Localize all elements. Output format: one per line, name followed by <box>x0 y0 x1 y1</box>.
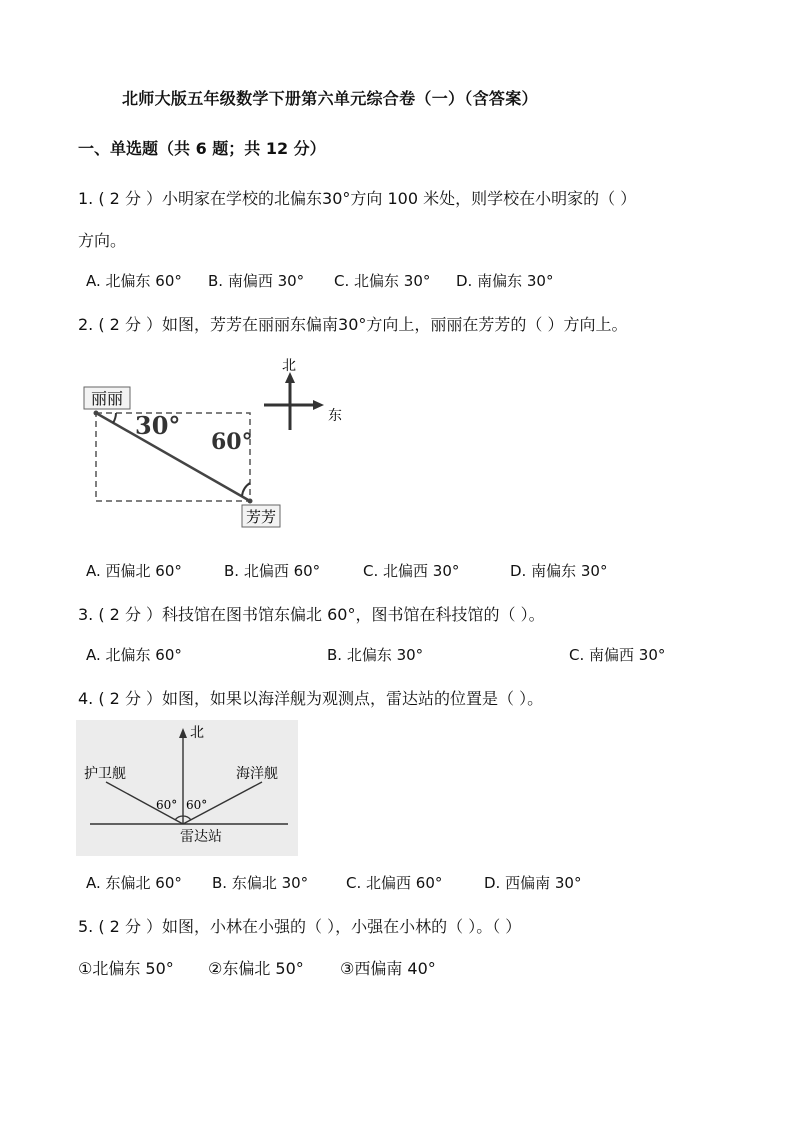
question-4-option-c[interactable]: C. 北偏西 60° <box>346 874 443 892</box>
question-5-text: 5. ( 2 分 ）如图，小林在小强的（ ），小强在小林的（ ）。（ ） <box>78 917 522 936</box>
right-angle-label: 60° <box>186 798 208 812</box>
question-5-choice-1[interactable]: ①北偏东 50° <box>78 959 174 978</box>
question-5-choice-2[interactable]: ②东偏北 50° <box>208 959 304 978</box>
question-3-option-c[interactable]: C. 南偏西 30° <box>569 646 666 664</box>
question-1-text: 1. ( 2 分 ）小明家在学校的北偏东30°方向 100 米处，则学校在小明家的（ ） <box>78 189 637 208</box>
question-2-option-b[interactable]: B. 北偏西 60° <box>224 562 321 580</box>
question-5-choice-3[interactable]: ③西偏南 40° <box>340 959 436 978</box>
question-2-option-c[interactable]: C. 北偏西 30° <box>363 562 460 580</box>
question-1-text-cont: 方向。 <box>78 231 127 250</box>
question-2-option-a[interactable]: A. 西偏北 60° <box>86 562 182 580</box>
question-4-text: 4. ( 2 分 ）如图，如果以海洋舰为观测点，雷达站的位置是（ ）。 <box>78 689 544 708</box>
question-2-option-d[interactable]: D. 南偏东 30° <box>510 562 608 580</box>
question-4-option-a[interactable]: A. 东偏北 60° <box>86 874 182 892</box>
question-3-text: 3. ( 2 分 ）科技馆在图书馆东偏北 60°，图书馆在科技馆的（ ）。 <box>78 605 545 624</box>
angle-arc-b <box>242 483 250 496</box>
left-angle-label: 60° <box>156 798 178 812</box>
compass-north-label: 北 <box>282 358 296 374</box>
question-3-option-a[interactable]: A. 北偏东 60° <box>86 646 182 664</box>
question-2-figure <box>78 350 368 535</box>
north-label: 北 <box>190 725 204 741</box>
angle-label-a: 30° <box>135 411 181 440</box>
question-1-option-b[interactable]: B. 南偏西 30° <box>208 272 305 290</box>
center-label: 雷达站 <box>180 829 222 845</box>
left-label: 护卫舰 <box>84 766 126 782</box>
east-arrow-icon <box>313 400 324 410</box>
question-1-option-d[interactable]: D. 南偏东 30° <box>456 272 554 290</box>
angle-label-b: 60° <box>211 429 253 455</box>
question-4-figure <box>76 720 298 856</box>
label-a: 丽丽 <box>90 389 124 408</box>
compass-east-label: 东 <box>328 408 342 424</box>
question-2-text: 2. ( 2 分 ）如图，芳芳在丽丽东偏南30°方向上，丽丽在芳芳的（ ）方向上。 <box>78 315 628 334</box>
question-4-option-b[interactable]: B. 东偏北 30° <box>212 874 309 892</box>
angle-arc-a <box>113 413 116 423</box>
question-4-option-d[interactable]: D. 西偏南 30° <box>484 874 582 892</box>
right-label: 海洋舰 <box>236 766 278 782</box>
page-title: 北师大版五年级数学下册第六单元综合卷（一）（含答案） <box>122 89 538 108</box>
question-1-option-a[interactable]: A. 北偏东 60° <box>86 272 182 290</box>
section-heading: 一、单选题（共 6 题；共 12 分） <box>78 139 326 158</box>
question-3-option-b[interactable]: B. 北偏东 30° <box>327 646 424 664</box>
label-b: 芳芳 <box>245 508 277 526</box>
question-1-option-c[interactable]: C. 北偏东 30° <box>334 272 431 290</box>
